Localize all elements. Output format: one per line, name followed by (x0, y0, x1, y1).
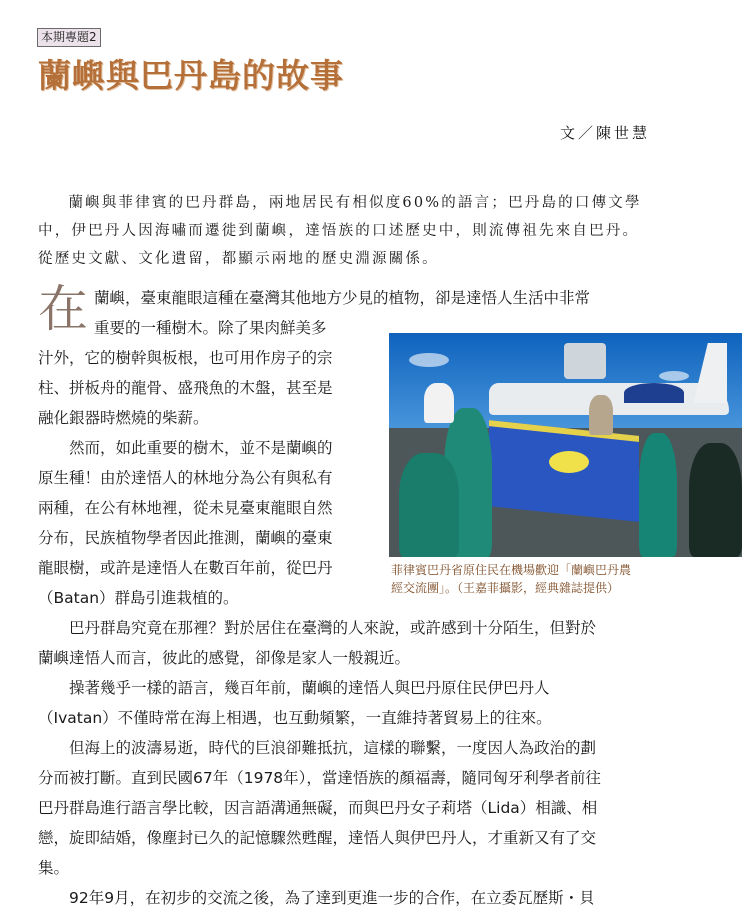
text-line: 柱、拼板舟的龍骨、盛飛魚的木盤，甚至是 (38, 379, 333, 397)
text-line: 戀，旋即結婚，像塵封已久的記憶驟然甦醒，達悟人與伊巴丹人，才重新又有了交 (38, 829, 597, 847)
text-line: 原生種！由於達悟人的林地分為公有與私有 (38, 469, 333, 487)
text-line: 融化銀器時燃燒的柴薪。 (38, 409, 209, 427)
text-line: 集。 (38, 859, 70, 877)
photo-caption (391, 561, 741, 597)
text-line: 分布，民族植物學者因此推測，蘭嶼的臺東 (38, 529, 333, 547)
text-line: （Batan）群島引進栽植的。 (38, 589, 239, 607)
person-figure (424, 383, 454, 423)
person-figure (639, 433, 677, 557)
person-figure (689, 443, 742, 557)
text-line: 蘭嶼，臺東龍眼這種在臺灣其他地方少見的植物，卻是達悟人生活中非常 (94, 289, 591, 307)
text-line: 兩種，在公有林地裡，從未見臺東龍眼自然 (38, 499, 333, 517)
umbrella-icon (624, 383, 684, 403)
text-line: 分而被打斷。直到民國67年（1978年），當達悟族的顏福壽，隨同匈牙利學者前往 (38, 769, 601, 787)
drop-cap: 在 (38, 280, 88, 338)
text-line: 92年9月，在初步的交流之後，為了達到更進一步的合作，在立委瓦歷斯・貝 (69, 889, 595, 907)
person-figure (589, 395, 613, 435)
text-line: 但海上的波濤易逝，時代的巨浪卻難抵抗，這樣的聯繫，一度因人為政治的劃 (69, 739, 597, 757)
banner-fish-graphic (549, 451, 589, 473)
text-line: 操著幾乎一樣的語言，幾百年前，蘭嶼的達悟人與巴丹原住民伊巴丹人 (69, 679, 550, 697)
text-line: 汁外，它的樹幹與板根，也可用作房子的宗 (38, 349, 333, 367)
byline: 文／陳世慧 (559, 124, 650, 142)
text-line: （Ivatan）不僅時常在海上相遇，也互動頻繁，一直維持著貿易上的往來。 (38, 709, 552, 727)
text-line: 蘭嶼達悟人而言，彼此的感覺，卻像是家人一般親近。 (38, 649, 411, 667)
photo-cloud (409, 353, 449, 367)
text-line: 巴丹群島進行語言學比較，因言語溝通無礙，而與巴丹女子莉塔（Lida）相識、相 (38, 799, 598, 817)
photo-cloud (659, 371, 689, 381)
section-tag: 本期專題2 (37, 28, 101, 47)
article-photo (389, 333, 742, 557)
person-figure (399, 453, 459, 557)
airplane-wing (564, 343, 606, 379)
article-title: 蘭嶼與巴丹島的故事 (38, 56, 344, 95)
text-line: 巴丹群島究竟在那裡？對於居住在臺灣的人來說，或許感到十分陌生，但對於 (69, 619, 597, 637)
text-line: 龍眼樹，或許是達悟人在數百年前，從巴丹 (38, 559, 333, 577)
caption-line: 菲律賓巴丹省原住民在機場歡迎「蘭嶼巴丹農 (391, 563, 632, 577)
text-line: 重要的一種樹木。除了果肉鮮美多 (94, 319, 327, 337)
caption-line: 經交流團」。（王嘉菲攝影，經典雜誌提供） (391, 581, 620, 595)
text-line: 然而，如此重要的樹木，並不是蘭嶼的 (69, 439, 333, 457)
intro-paragraph: 蘭嶼與菲律賓的巴丹群島，兩地居民有相似度60%的語言；巴丹島的口傳文學中，伊巴丹人因海嘯而遷徙到蘭嶼，達悟族的口述歷史中，則流傳祖先來自巴丹。從歷史文獻、文化遺留，都顯示兩地的歷史淵源關係。 (38, 195, 642, 267)
